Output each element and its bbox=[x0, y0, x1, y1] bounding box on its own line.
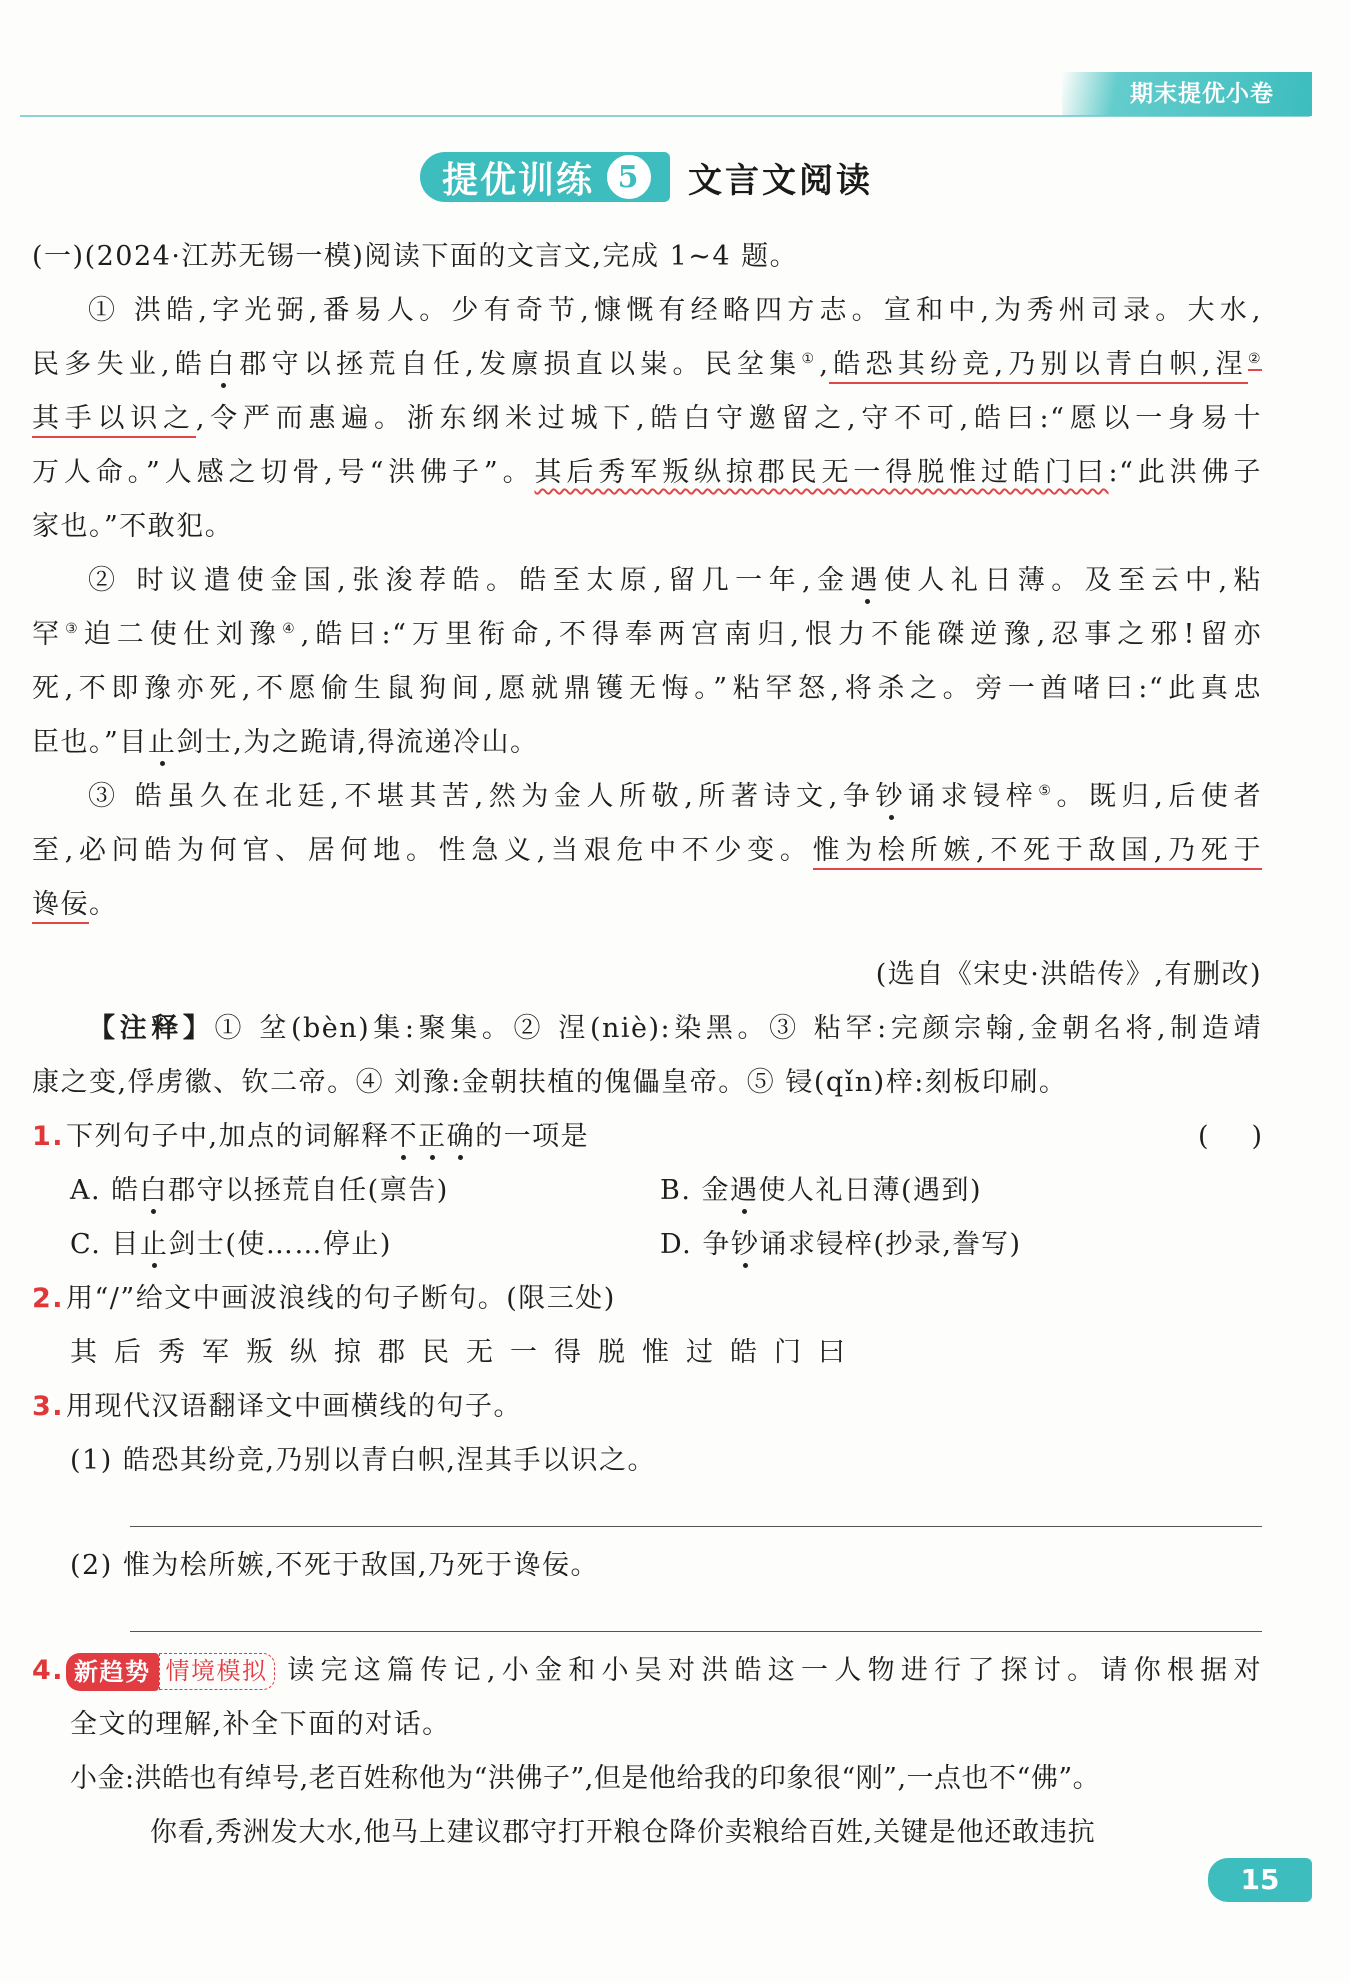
text: ② 时议遣使金国,张浚荐皓。皓至太原,留几一年,金 bbox=[88, 565, 851, 596]
dotted-char: 遇 bbox=[730, 1175, 759, 1206]
dotted-char: 确 bbox=[446, 1121, 476, 1152]
text: 郡守以拯荒自任(禀告) bbox=[168, 1175, 449, 1206]
text: C. 目 bbox=[70, 1229, 140, 1260]
q4-number: 4. bbox=[32, 1655, 65, 1686]
p2-line-4 bbox=[32, 716, 1262, 770]
text: 的一项是 bbox=[475, 1121, 590, 1152]
new-trend-tag: 新趋势 bbox=[66, 1653, 159, 1691]
text: , bbox=[819, 349, 830, 380]
text: 民多失业,皓 bbox=[32, 349, 208, 380]
q3-number: 3. bbox=[32, 1391, 65, 1422]
option-c[interactable] bbox=[32, 1218, 622, 1272]
text: 读完这篇传记,小金和小吴对洪皓这一人物进行了探讨。请你根据对 bbox=[282, 1655, 1262, 1686]
header-tag: 期末提优小卷 bbox=[1062, 72, 1312, 116]
footnote-mark: ⑤ bbox=[1038, 783, 1057, 799]
dotted-char: 钞 bbox=[730, 1229, 760, 1260]
text: 使人礼日薄。及至云中,粘 bbox=[883, 565, 1262, 596]
dotted-char: 白 bbox=[207, 349, 240, 380]
text: 迫二使仕刘豫 bbox=[83, 619, 283, 650]
footnote-mark: ④ bbox=[282, 621, 301, 637]
dotted-char: 钞 bbox=[875, 781, 909, 812]
title-badge-text: 提优训练 bbox=[442, 158, 595, 201]
title-number: 5 bbox=[604, 152, 654, 202]
q1-options-row-1 bbox=[32, 1164, 1262, 1218]
notes-label: 【注释】 bbox=[88, 1013, 215, 1044]
text: 用现代汉语翻译文中画横线的句子。 bbox=[66, 1391, 522, 1422]
dotted-char: 正 bbox=[418, 1121, 447, 1152]
dotted-char: 白 bbox=[139, 1175, 169, 1206]
q2-stem bbox=[32, 1272, 1262, 1326]
footnote-mark: ① bbox=[801, 351, 820, 367]
p1-line-1: ① 洪皓,字光弼,番易人。少有奇节,慷慨有经略四方志。宣和中,为秀州司录。大水, bbox=[88, 295, 1262, 326]
text: 剑士,为之跪请,得流递冷山。 bbox=[176, 727, 539, 758]
wavy-sentence: 其后秀军叛纵掠郡民无一得脱惟过皓门曰 bbox=[534, 457, 1109, 488]
notes-line-2: 康之变,俘虏徽、钦二帝。④ 刘豫:金朝扶植的傀儡皇帝。⑤ 锓(qǐn)梓:刻板印刷。 bbox=[32, 1067, 1068, 1098]
text: D. 争 bbox=[660, 1229, 731, 1260]
section-title bbox=[420, 148, 873, 206]
q4-line-2: 全文的理解,补全下面的对话。 bbox=[70, 1709, 451, 1740]
text: ③ 皓虽久在北廷,不堪其苦,然为金人所敬,所著诗文,争 bbox=[88, 781, 876, 812]
text: 。既归,后使者 bbox=[1056, 781, 1263, 812]
p3-line-1 bbox=[32, 770, 1262, 824]
p3-line-3 bbox=[32, 878, 1262, 932]
answer-line-1[interactable] bbox=[130, 1488, 1262, 1527]
underlined-sentence: 皓恐其纷竞,乃别以青白帜,涅 bbox=[829, 349, 1247, 384]
text: 。 bbox=[89, 889, 118, 920]
text: 诵求锓梓(抄录,誊写) bbox=[759, 1229, 1022, 1260]
p1-line-3 bbox=[32, 392, 1262, 446]
page-content bbox=[32, 230, 1262, 1860]
text: B. 金 bbox=[660, 1175, 731, 1206]
text: A. 皓 bbox=[70, 1175, 140, 1206]
text: ,皓曰:“万里衔命,不得奉两宫南归,恨力不能磔逆豫,忍事之邪!留亦 bbox=[300, 619, 1262, 650]
text: 使人礼日薄(遇到) bbox=[758, 1175, 983, 1206]
text: 下列句子中,加点的词解释 bbox=[66, 1121, 390, 1152]
p2-line-1 bbox=[32, 554, 1262, 608]
p1-line-2 bbox=[32, 338, 1262, 392]
page-number: 15 bbox=[1208, 1858, 1312, 1902]
notes-line-1 bbox=[32, 1002, 1262, 1056]
text: 剑士(使……停止) bbox=[168, 1229, 392, 1260]
text: 诵求锓梓 bbox=[908, 781, 1039, 812]
text: 万人命。”人感之切骨,号“洪佛子”。 bbox=[32, 457, 535, 488]
p1-line-4 bbox=[32, 446, 1262, 500]
p3-line-2 bbox=[32, 824, 1262, 878]
intro-line: (一)(2024·江苏无锡一模)阅读下面的文言文,完成 1~4 题。 bbox=[32, 241, 799, 272]
q4-line-3: 小金:洪皓也有绰号,老百姓称他为“洪佛子”,但是他给我的印象很“刚”,一点也不“佛”。 bbox=[70, 1763, 1101, 1794]
q1-number: 1. bbox=[32, 1121, 65, 1152]
underlined-sentence: 惟为桧所嫉,不死于敌国,乃死于 bbox=[813, 835, 1262, 870]
dotted-char: 止 bbox=[139, 1229, 169, 1260]
option-d[interactable] bbox=[622, 1218, 1212, 1272]
text: 至,必问皓为何官、居何地。性急义,当艰危中不少变。 bbox=[32, 835, 813, 866]
text: ,令严而惠遍。浙东纲米过城下,皓白守邀留之,守不可,皓曰:“愿以一身易十 bbox=[195, 403, 1263, 434]
q1-options-row-2 bbox=[32, 1218, 1262, 1272]
dotted-char: 止 bbox=[147, 727, 177, 758]
q4-line-1 bbox=[32, 1644, 1262, 1698]
text: 臣也。”目 bbox=[32, 727, 148, 758]
underlined-sentence: 其手以识之 bbox=[32, 403, 196, 438]
option-a[interactable] bbox=[32, 1164, 622, 1218]
q2-number: 2. bbox=[32, 1283, 65, 1314]
answer-bracket[interactable]: ( ) bbox=[1198, 1121, 1262, 1152]
q3-sentence-1: (1) 皓恐其纷竞,乃别以青白帜,涅其手以识之。 bbox=[70, 1445, 656, 1476]
underlined-sentence: 谗佞 bbox=[32, 889, 89, 924]
context-sim-tag: 情境模拟 bbox=[159, 1653, 275, 1690]
p2-line-2 bbox=[32, 608, 1262, 662]
text: 郡守以拯荒自任,发廪损直以粜。民坌集 bbox=[239, 349, 802, 380]
q1-stem bbox=[32, 1110, 1262, 1164]
q3-sentence-2: (2) 惟为桧所嫉,不死于敌国,乃死于谗佞。 bbox=[70, 1550, 599, 1581]
title-subject: 文言文阅读 bbox=[688, 160, 874, 201]
footnote-mark: ③ bbox=[65, 621, 84, 637]
text: ① 坌(bèn)集:聚集。② 涅(niè):染黑。③ 粘罕:完颜宗翰,金朝名将,制造靖 bbox=[214, 1013, 1263, 1044]
q4-line-4: 你看,秀洲发大水,他马上建议郡守打开粮仓降价卖粮给百姓,关键是他还敢违抗 bbox=[150, 1817, 1096, 1848]
footnote-mark: ② bbox=[1248, 351, 1262, 371]
p1-line-5: 家也。”不敢犯。 bbox=[32, 511, 234, 542]
q2-sentence[interactable]: 其后秀军叛纵掠郡民无一得脱惟过皓门曰 bbox=[70, 1337, 862, 1368]
text: :“此洪佛子 bbox=[1108, 457, 1263, 488]
q3-stem bbox=[32, 1380, 1262, 1434]
answer-line-2[interactable] bbox=[130, 1593, 1262, 1632]
title-badge bbox=[420, 152, 670, 202]
p2-line-3: 死,不即豫亦死,不愿偷生鼠狗间,愿就鼎镬无悔。”粘罕怒,将杀之。旁一酋啫曰:“此真忠 bbox=[32, 673, 1262, 704]
source-citation: (选自《宋史·洪皓传》,有删改) bbox=[875, 959, 1262, 990]
text: 罕 bbox=[32, 619, 66, 650]
dotted-char: 遇 bbox=[850, 565, 884, 596]
dotted-char: 不 bbox=[389, 1121, 419, 1152]
option-b[interactable] bbox=[622, 1164, 1212, 1218]
text: 用“/”给文中画波浪线的句子断句。(限三处) bbox=[66, 1283, 616, 1314]
